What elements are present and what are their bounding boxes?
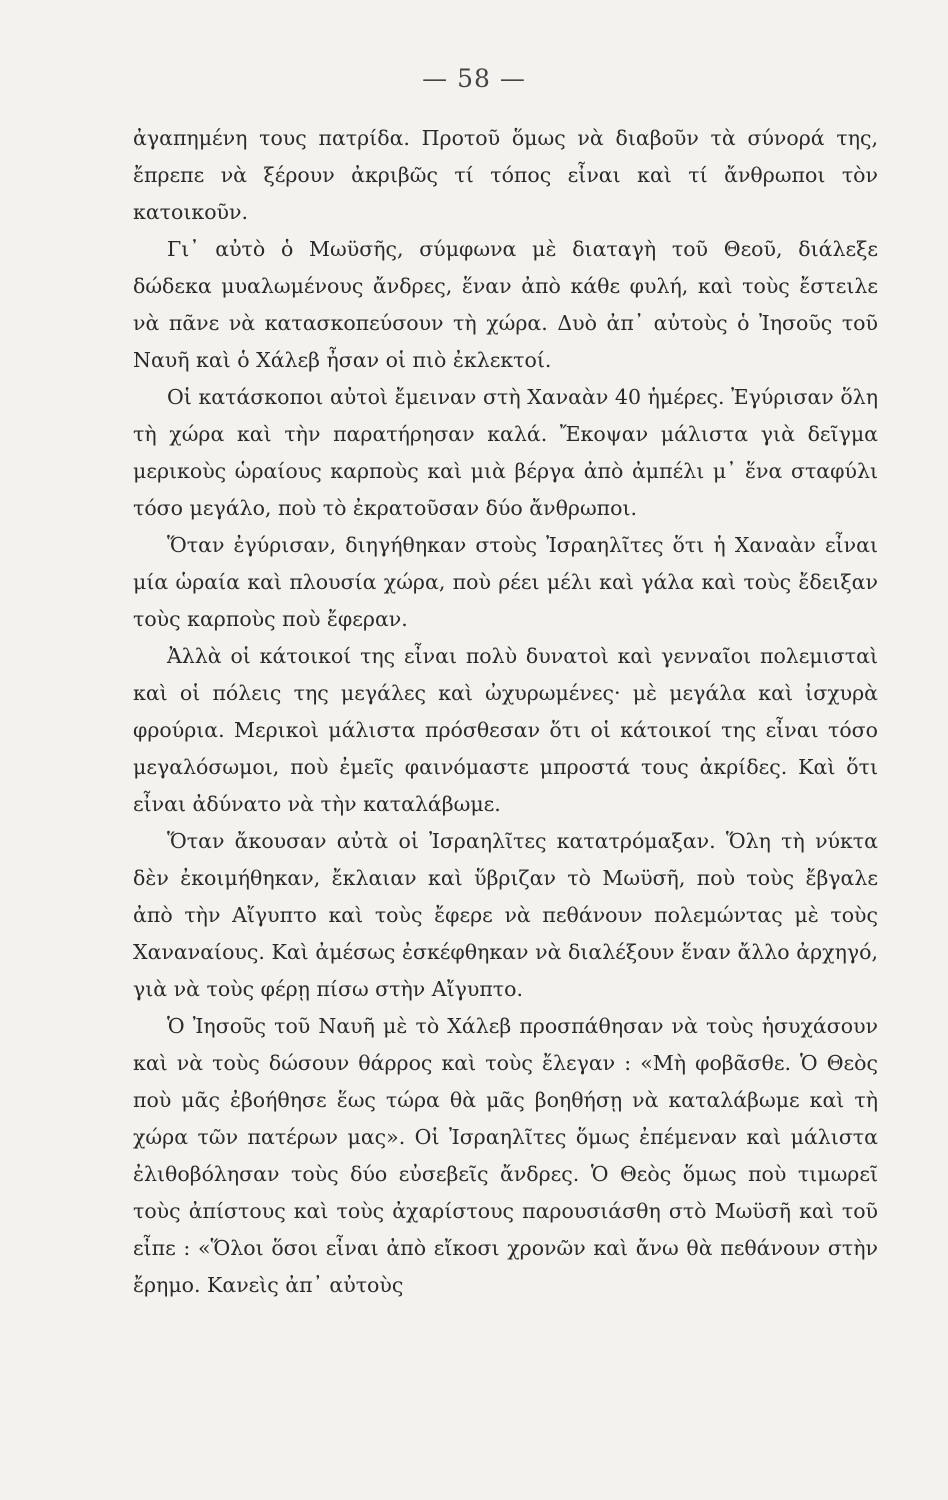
paragraph-6: Ὅταν ἄκουσαν αὐτὰ οἱ Ἰσραηλῖτες κατατρόμαξαν. Ὅλη τὴ νύκτα δὲν ἐκοιμήθηκαν, ἔκλαιαν καὶ ὕβριζαν τὸ Μωϋσῆ, ποὺ τοὺς ἔβγαλε ἀπὸ τὴν Αἴγυπτο καὶ τοὺς ἔφερε νὰ πεθάνουν πολεμώντας μὲ τοὺς Χαναναίους. Καὶ ἀμέσως ἐσκέφθηκαν νὰ διαλέξουν ἕναν ἄλλο ἀρχηγό, γιὰ νὰ τοὺς φέρῃ πίσω στὴν Αἴγυπτο. [133,829,878,1001]
paragraph-2: Γι᾿ αὐτὸ ὁ Μωϋσῆς, σύμφωνα μὲ διαταγὴ τοῦ Θεοῦ, διάλεξε δώδεκα μυαλωμένους ἄνδρες, ἕναν ἀπὸ κάθε φυλή, καὶ τοὺς ἔστειλε νὰ πᾶνε νὰ κατασκοπεύσουν τὴ χώρα. Δυὸ ἀπ᾿ αὐτοὺς ὁ Ἰησοῦς τοῦ Ναυῆ καὶ ὁ Χάλεβ ἦσαν οἱ πιὸ ἐκλεκτοί. [133,237,878,372]
body-text [133,120,878,1304]
paragraph-7: Ὁ Ἰησοῦς τοῦ Ναυῆ μὲ τὸ Χάλεβ προσπάθησαν νὰ τοὺς ἡσυχάσουν καὶ νὰ τοὺς δώσουν θάρρος καὶ τοὺς ἔλεγαν : «Μὴ φοβᾶσθε. Ὁ Θεὸς ποὺ μᾶς ἐβοήθησε ἕως τώρα θὰ μᾶς βοηθήσῃ νὰ καταλάβωμε καὶ τὴ χώρα τῶν πατέρων μας». Οἱ Ἰσραηλῖτες ὅμως ἐπέμεναν καὶ μάλιστα ἐλιθοβόλησαν τοὺς δύο εὐσεβεῖς ἄνδρες. Ὁ Θεὸς ὅμως ποὺ τιμωρεῖ τοὺς ἀπίστους καὶ τοὺς ἀχαρίστους παρουσιάσθη στὸ Μωϋσῆ καὶ τοῦ εἶπε : «Ὅλοι ὅσοι εἶναι ἀπὸ εἴκοσι χρονῶν καὶ ἄνω θὰ πεθάνουν στὴν ἔρημο. Κανεὶς ἀπ᾿ αὐτοὺς [133,1014,878,1297]
page-number: — 58 — [422,64,526,93]
paragraph-1: ἀγαπημένη τους πατρίδα. Προτοῦ ὅμως νὰ διαβοῦν τὰ σύνορά της, ἔπρεπε νὰ ξέρουν ἀκριβῶς τί τόπος εἶναι καὶ τί ἄνθρωποι τὸν κατοικοῦν. [133,126,878,224]
paragraph-5: Ἀλλὰ οἱ κάτοικοί της εἶναι πολὺ δυνατοὶ καὶ γενναῖοι πολεμισταὶ καὶ οἱ πόλεις της μεγάλες καὶ ὠχυρωμένες· μὲ μεγάλα καὶ ἰσχυρὰ φρούρια. Μερικοὶ μάλιστα πρόσθεσαν ὅτι οἱ κάτοικοί της εἶναι τόσο μεγαλόσωμοι, ποὺ ἐμεῖς φαινόμαστε μπροστά τους ἀκρίδες. Καὶ ὅτι εἶναι ἀδύνατο νὰ τὴν καταλάβωμε. [133,644,878,816]
paragraph-3: Οἱ κατάσκοποι αὐτοὶ ἔμειναν στὴ Χαναὰν 40 ἡμέρες. Ἐγύρισαν ὅλη τὴ χώρα καὶ τὴν παρατήρησαν καλά. Ἔκοψαν μάλιστα γιὰ δεῖγμα μερικοὺς ὡραίους καρποὺς καὶ μιὰ βέργα ἀπὸ ἀμπέλι μ᾿ ἕνα σταφύλι τόσο μεγάλο, ποὺ τὸ ἐκρατοῦσαν δύο ἄνθρωποι. [133,385,878,520]
paragraph-4: Ὅταν ἐγύρισαν, διηγήθηκαν στοὺς Ἰσραηλῖτες ὅτι ἡ Χαναὰν εἶναι μία ὡραία καὶ πλουσία χώρα, ποὺ ρέει μέλι καὶ γάλα καὶ τοὺς ἔδειξαν τοὺς καρποὺς ποὺ ἔφεραν. [133,533,878,631]
